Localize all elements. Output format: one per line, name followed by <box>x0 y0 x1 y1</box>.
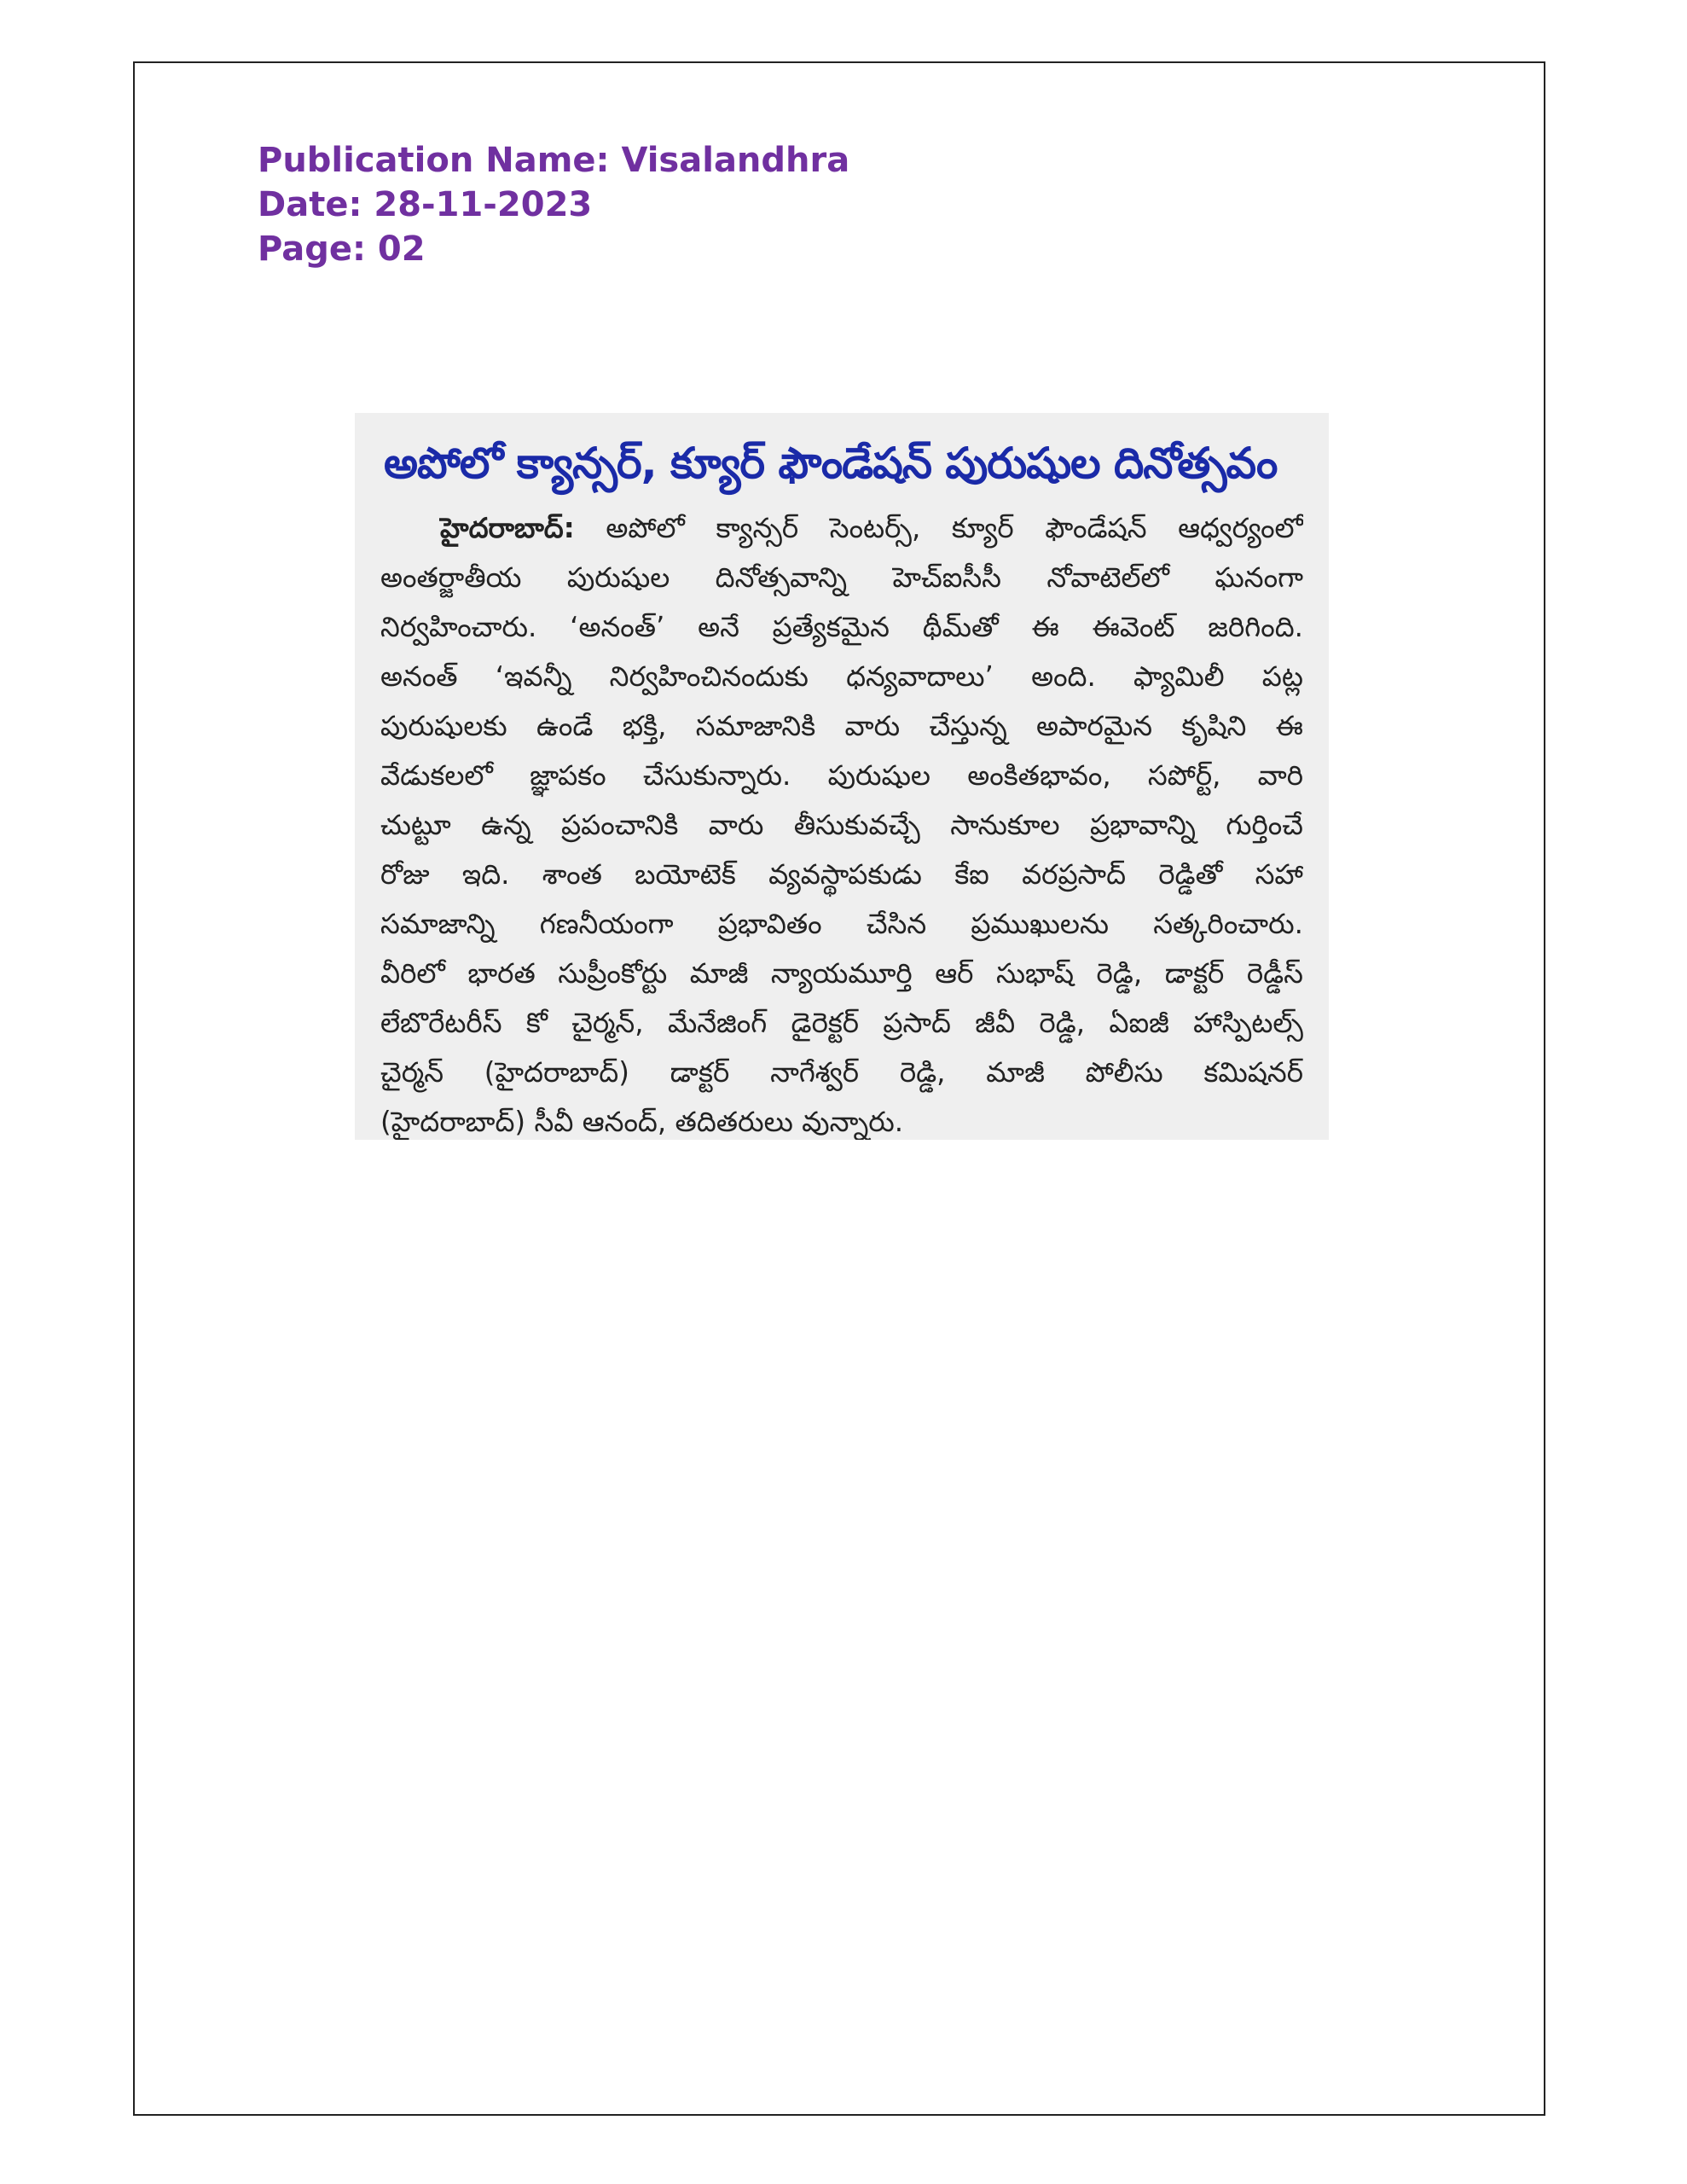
publication-date: Date: 28-11-2023 <box>258 185 593 224</box>
publication-meta <box>258 138 849 271</box>
article-line: పురుషులకు ఉండే భక్తి, సమాజానికి వారు చేస్తున్న అపారమైన కృషిని ఈ <box>380 710 1303 742</box>
publication-page: Page: 02 <box>258 229 426 269</box>
article-line: సమాజాన్ని గణనీయంగా ప్రభావితం చేసిన ప్రముఖులను సత్కరించారు. <box>380 908 1303 940</box>
article-line: నిర్వహించారు. ‘అనంత్’ అనే ప్రత్యేకమైన థీమ్‌తో ఈ ఈవెంట్ జరిగింది. <box>380 611 1303 643</box>
newspaper-clipping <box>355 413 1329 1140</box>
article-dateline: హైదరాబాద్: <box>440 512 575 544</box>
article-line: వీరిలో భారత సుప్రీంకోర్టు మాజీ న్యాయమూర్తి ఆర్ సుభాష్ రెడ్డి, డాక్టర్ రెడ్డీస్ <box>380 957 1303 990</box>
article-body <box>380 503 1303 1140</box>
article-headline: అపోలో క్యాన్సర్, క్యూర్ ఫౌండేషన్ పురుషుల దినోత్సవం <box>384 439 1278 488</box>
article-line-text: అపోలో క్యాన్సర్ సెంటర్స్, క్యూర్ ఫౌండేషన్ ఆధ్వర్యంలో <box>574 512 1303 544</box>
article-line: అంతర్జాతీయ పురుషుల దినోత్సవాన్ని హెచ్ఐసీసీ నోవాటెల్‌లో ఘనంగా <box>380 561 1303 594</box>
publication-name: Publication Name: Visalandhra <box>258 141 850 180</box>
article-line: లేబొరేటరీస్ కో చైర్మన్, మేనేజింగ్ డైరెక్టర్ ప్రసాద్ జీవీ రెడ్డి, ఏఐజీ హాస్పిటల్స్ <box>380 1007 1303 1039</box>
article-line: వేడుకలలో జ్ఞాపకం చేసుకున్నారు. పురుషుల అంకితభావం, సపోర్ట్, వారి <box>380 759 1303 792</box>
article-line: చుట్టూ ఉన్న ప్రపంచానికి వారు తీసుకువచ్చే సానుకూల ప్రభావాన్ని గుర్తించే <box>380 809 1303 841</box>
article-line: చైర్మన్ (హైదరాబాద్) డాక్టర్ నాగేశ్వర్ రెడ్డి, మాజీ పోలీసు కమిషనర్ <box>380 1056 1303 1089</box>
article-line: అనంత్ ‘ఇవన్నీ నిర్వహించినందుకు ధన్యవాదాలు’ అంది. ఫ్యామిలీ పట్ల <box>380 660 1303 693</box>
article-line: రోజు ఇది. శాంత బయోటెక్ వ్యవస్థాపకుడు కేఐ వరప్రసాద్ రెడ్డితో సహా <box>380 858 1303 891</box>
article-line <box>380 503 1303 553</box>
article-line: (హైదరాబాద్) సీవీ ఆనంద్, తదితరులు వున్నారు. <box>380 1106 904 1138</box>
